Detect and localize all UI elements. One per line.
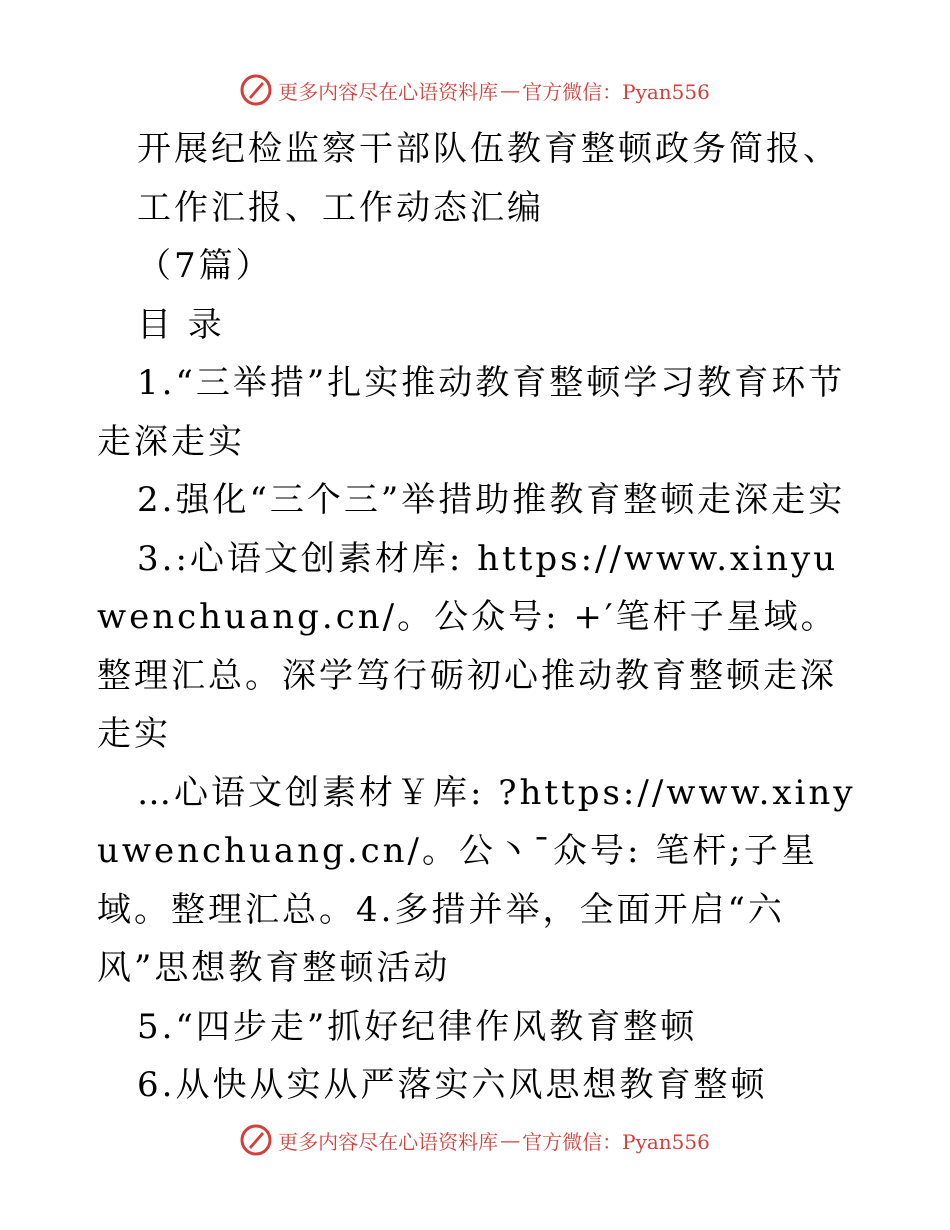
banner-separator: — (500, 1128, 521, 1152)
doc-title-line2: 工作汇报、工作动态汇编 (137, 187, 544, 228)
footer-banner (0, 1120, 950, 1160)
document-body (97, 120, 857, 1115)
header-banner (0, 70, 950, 110)
banner-wechat: 官方微信：Pyan556 (522, 1129, 710, 1154)
toc-item-2: 2.强化“三个三”举措助推教育整顿走深走实 (137, 480, 846, 520)
toc-item-6: 6.从快从实从严落实六风思想教育整顿 (137, 1065, 768, 1105)
banner-separator: — (500, 78, 521, 102)
doc-count: （7篇） (137, 246, 273, 286)
banner-wechat: 官方微信：Pyan556 (522, 79, 710, 104)
toc-item-3: 3.:心语文创素材库: https://www.xinyuwenchuang.cn/。公众号: +′笔杆子星域。整理汇总。深学笃行砺初心推动教育整顿走深走实 (97, 538, 839, 754)
banner-text: 更多内容尽在心语资料库 (278, 1129, 499, 1154)
toc-item-5: 5.“四步走”抓好纪律作风教育整顿 (137, 1006, 698, 1047)
quill-logo-icon (240, 74, 272, 106)
quill-logo-icon (240, 1124, 272, 1156)
toc-item-1: 1.“三举措”扎实推动教育整顿学习教育环节走深走实 (97, 363, 846, 462)
banner-text: 更多内容尽在心语资料库 (278, 79, 499, 104)
doc-title-line1: 开展纪检监察干部队伍教育整顿政务简报、 (137, 129, 840, 169)
toc-item-3b: …心语文创素材￥库: ?https://www.xinyuwenchuang.cn/。公丶¯众号: 笔杆;子星域。整理汇总。4.多措并举，全面开启“六风”思想教育整顿活动 (97, 772, 856, 988)
toc-heading: 目 录 (137, 304, 225, 345)
